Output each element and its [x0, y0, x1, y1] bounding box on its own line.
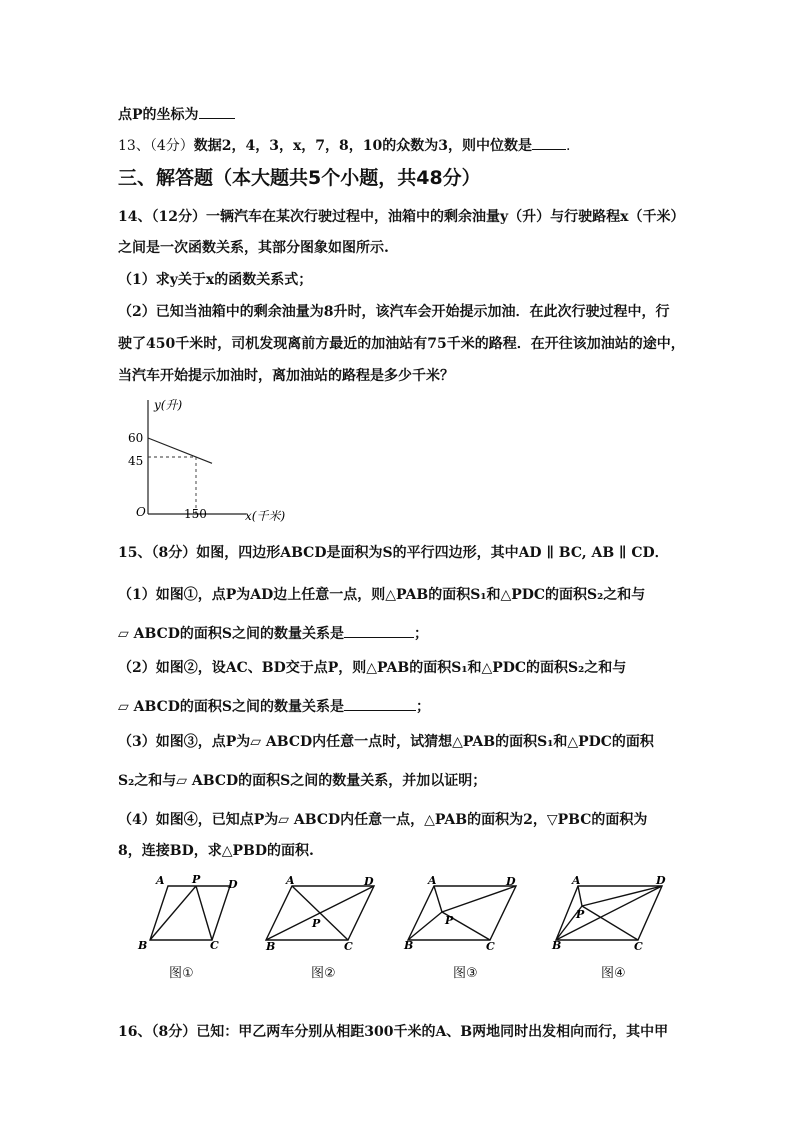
diagonal-bd	[266, 886, 374, 940]
figure-3	[404, 872, 524, 952]
x-axis-label: x(千米)	[245, 509, 286, 523]
caption-figure-4: 图④	[601, 966, 626, 981]
y-tick-45: 45	[128, 454, 144, 468]
label-a: A	[572, 874, 581, 887]
label-c: C	[634, 940, 643, 953]
question-15-part2-line2: ▱ ABCD的面积S之间的数量关系是 ；	[118, 696, 430, 717]
question-14-line2: 之间是一次函数关系，其部分图象如图所示.	[118, 240, 389, 256]
label-c: C	[210, 939, 219, 952]
question-15-part3-line2: S₂之和与▱ ABCD的面积S之间的数量关系，并加以证明；	[118, 773, 487, 789]
label-p: P	[192, 873, 201, 886]
label-b: B	[552, 939, 562, 952]
segment-pc	[196, 886, 212, 940]
segment-bd	[556, 886, 662, 940]
label-d: D	[656, 874, 666, 887]
label-b: B	[266, 940, 276, 953]
y-tick-60: 60	[128, 431, 144, 445]
label-b: B	[138, 939, 148, 952]
fuel-line	[148, 438, 212, 463]
question-16-line1: 16、（8分）已知：甲乙两车分别从相距300千米的A、B两地同时出发相向而行，其中甲	[118, 1024, 669, 1040]
parallelogram	[408, 886, 516, 940]
segment-pa	[578, 886, 582, 906]
q12-tail: 点P的坐标为	[118, 104, 235, 125]
fuel-graph	[128, 390, 308, 530]
segment-pd	[582, 886, 662, 906]
label-d: D	[506, 875, 516, 888]
label-p: P	[445, 914, 454, 927]
question-15-line1: 15、（8分）如图，四边形ABCD是面积为S的平行四边形，其中AD ∥ BC, AB ∥ CD．	[118, 545, 669, 561]
label-c: C	[344, 940, 353, 953]
figure-1	[130, 872, 238, 952]
question-15-part4-line1: （4）如图④，已知点P为▱ ABCD内任意一点，△PAB的面积为2，▽PBC的面积为	[118, 812, 648, 828]
label-a: A	[428, 874, 437, 887]
question-14-part2-line2: 驶了450千米时，司机发现离前方最近的加油站有75千米的路程．在开往该加油站的途中，	[118, 336, 685, 352]
label-b: B	[404, 939, 414, 952]
segment-pa	[434, 886, 442, 912]
figure-2	[262, 872, 382, 952]
caption-figure-1: 图①	[169, 966, 194, 981]
caption-figure-3: 图③	[453, 966, 478, 981]
origin-label: O	[136, 505, 146, 519]
segment-pb	[150, 886, 196, 940]
caption-figure-2: 图②	[311, 966, 336, 981]
x-tick-150: 150	[184, 507, 207, 521]
label-d: D	[228, 878, 238, 891]
answer-blank[interactable]	[344, 623, 414, 638]
label-a: A	[156, 874, 165, 887]
section-heading: 三、解答题（本大题共5个小题，共48分）	[118, 167, 481, 189]
label-c: C	[486, 940, 495, 953]
figure-4	[552, 872, 672, 952]
answer-blank[interactable]	[199, 104, 235, 119]
answer-blank[interactable]	[532, 135, 566, 150]
question-15-part3-line1: （3）如图③，点P为▱ ABCD内任意一点时，试猜想△PAB的面积S₁和△PDC的面积	[118, 734, 654, 750]
label-d: D	[364, 875, 374, 888]
question-15-part2-line1: （2）如图②，设AC、BD交于点P，则△PAB的面积S₁和△PDC的面积S₂之和与	[118, 660, 627, 676]
question-14-line1: 14、（12分）一辆汽车在某次行驶过程中，油箱中的剩余油量y（升）与行驶路程x（千米）	[118, 209, 685, 225]
answer-blank[interactable]	[344, 696, 416, 711]
segment-pb	[408, 912, 442, 940]
question-13: 13、（4分）数据2，4，3，x，7，8，10的众数为3，则中位数是 .	[118, 135, 570, 156]
label-p: P	[312, 917, 321, 930]
y-axis-label: y(升)	[154, 398, 183, 412]
question-15-part1-line2: ▱ ABCD的面积S之间的数量关系是 ；	[118, 623, 428, 644]
question-15-part4-line2: 8，连接BD，求△PBD的面积.	[118, 843, 314, 859]
question-14-part2-line1: （2）已知当油箱中的剩余油量为8升时，该汽车会开始提示加油．在此次行驶过程中，行	[118, 304, 670, 320]
label-p: P	[576, 908, 585, 921]
question-14-part1: （1）求y关于x的函数关系式；	[118, 272, 313, 288]
label-a: A	[286, 874, 295, 887]
question-15-part1-line1: （1）如图①，点P为AD边上任意一点，则△PAB的面积S₁和△PDC的面积S₂之和与	[118, 587, 646, 603]
question-14-part2-line3: 当汽车开始提示加油时，离加油站的路程是多少千米？	[118, 368, 454, 384]
